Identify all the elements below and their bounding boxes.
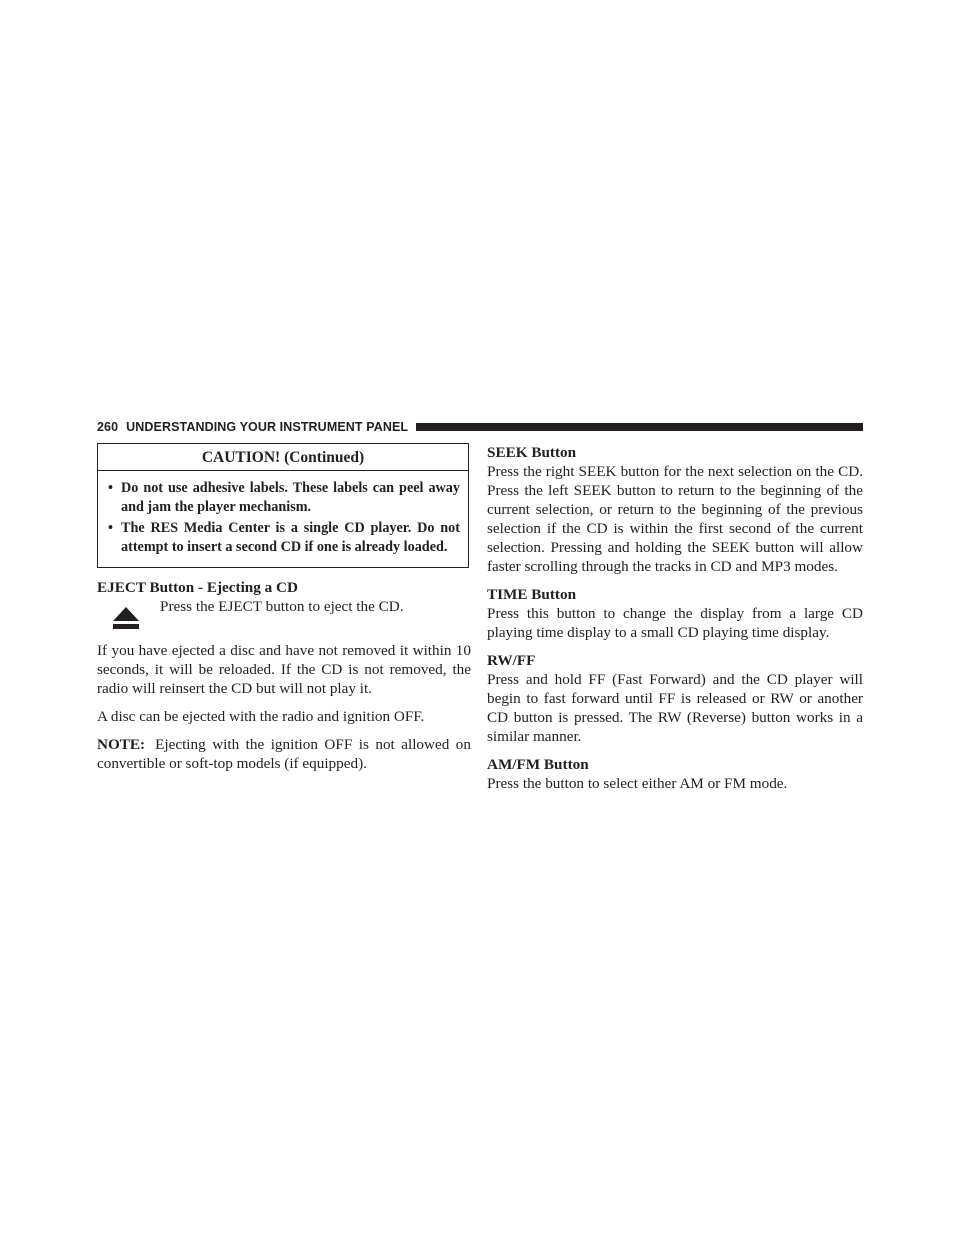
caution-item-text: The RES Media Center is a single CD player. Do not attempt to insert a second CD if one is already loaded. [121, 520, 460, 555]
left-column [97, 443, 471, 773]
eject-row [97, 597, 471, 641]
seek-body: Press the right SEEK button for the next selection on the CD. Press the left SEEK button to return to the beginning of the current selection, or return to the beginning of the previous selection if the CD is within the first second of the current selection. Pressing and holding the SEEK button will allow faster scrolling through the tracks in CD and MP3 modes. [487, 463, 863, 575]
amfm-body: Press the button to select either AM or FM mode. [487, 775, 788, 792]
page-number: 260 [97, 420, 119, 434]
time-body: Press this button to change the display from a large CD playing time display to a small CD playing time display. [487, 605, 863, 641]
eject-icon [113, 607, 139, 629]
note-label: NOTE: [97, 736, 146, 753]
section-title: UNDERSTANDING YOUR INSTRUMENT PANEL [126, 420, 409, 434]
eject-reload-paragraph: If you have ejected a disc and have not removed it within 10 seconds, it will be reloaded. If the CD is not removed, the radio will reinsert the CD but will not play it. [97, 642, 471, 697]
caution-box [97, 443, 469, 568]
seek-heading: SEEK Button [487, 444, 577, 461]
page-header [97, 420, 863, 434]
bullet-icon: • [108, 520, 113, 536]
header-rule [416, 423, 863, 431]
rwff-body: Press and hold FF (Fast Forward) and the CD player will begin to fast forward until FF is released or RW or another CD button is pressed. The RW (Reverse) button works in a similar manner. [487, 671, 863, 745]
caution-list [98, 471, 468, 567]
caution-title: CAUTION! (Continued) [98, 444, 468, 471]
eject-heading: EJECT Button - Ejecting a CD [97, 579, 298, 596]
note-paragraph [97, 735, 471, 773]
right-column [487, 443, 863, 793]
time-heading: TIME Button [487, 586, 577, 603]
caution-item-text: Do not use adhesive labels. These labels can peel away and jam the player mechanism. [121, 480, 460, 515]
caution-item [108, 479, 460, 517]
rwff-heading: RW/FF [487, 652, 536, 669]
amfm-heading: AM/FM Button [487, 756, 589, 773]
bullet-icon: • [108, 480, 113, 496]
note-text: Ejecting with the ignition OFF is not allowed on convertible or soft-top models (if equipped). [97, 736, 471, 772]
eject-ignition-paragraph: A disc can be ejected with the radio and ignition OFF. [97, 708, 425, 725]
caution-item [108, 519, 460, 557]
eject-instruction: Press the EJECT button to eject the CD. [160, 598, 404, 615]
